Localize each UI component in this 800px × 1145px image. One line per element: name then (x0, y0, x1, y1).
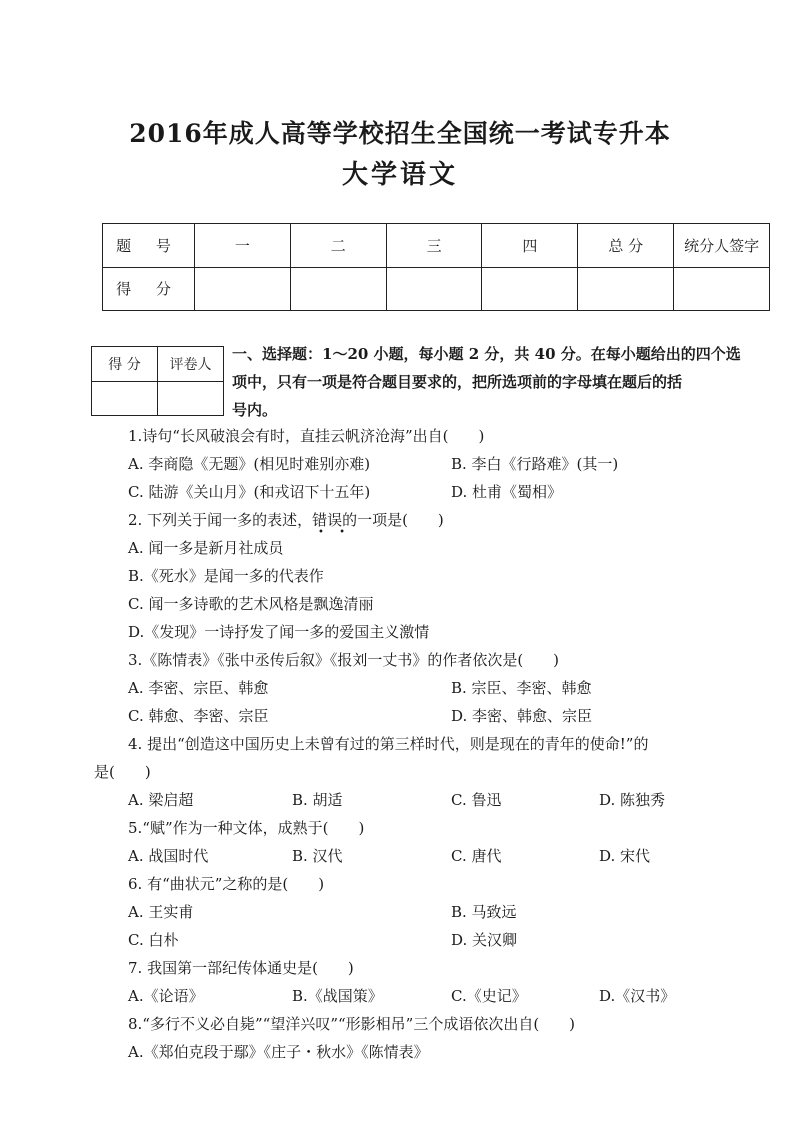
question-stem: 6. 有“曲状元”之称的是( ) (128, 875, 325, 893)
score-cell (386, 267, 482, 311)
option-text: A.《郑伯克段于鄢》《庄子・秋水》《陈情表》 (128, 1043, 429, 1061)
score-table (102, 223, 770, 311)
option-text: D.《汉书》 (599, 987, 676, 1005)
section-heading-line: 号内。 (232, 401, 278, 419)
option-text: A.《论语》 (128, 987, 204, 1005)
score-cell (482, 267, 578, 311)
option-text: C. 唐代 (451, 847, 502, 865)
score-cell (195, 267, 291, 311)
score-row-label: 得 分 (103, 267, 195, 311)
option-text: D. 李密、韩愈、宗臣 (451, 707, 593, 725)
option-text: A. 李商隐《无题》(相见时难别亦难) (128, 455, 371, 473)
score-table-score-row (103, 267, 770, 311)
option-text: A. 王实甫 (128, 903, 194, 921)
score-header-cell: 二 (290, 224, 386, 268)
question-stem-continued: 是( ) (94, 763, 151, 781)
question-stem: 4. 提出“创造这中国历史上未曾有过的第三样时代，则是现在的青年的使命!”的 (128, 735, 649, 753)
option-text: C. 闻一多诗歌的艺术风格是飘逸清丽 (128, 595, 374, 613)
grader-name-cell (158, 381, 224, 416)
score-header-cell: 总 分 (578, 224, 674, 268)
grader-name-label: 评卷人 (158, 347, 224, 382)
question-stem: 5.“赋”作为一种文体，成熟于( ) (128, 819, 365, 837)
option-text: B.《死水》是闻一多的代表作 (128, 567, 324, 585)
option-text: B. 宗臣、李密、韩愈 (451, 679, 592, 697)
option-text: C.《史记》 (451, 987, 527, 1005)
question-stem: 3.《陈情表》《张中丞传后叙》《报刘一丈书》的作者依次是( ) (128, 651, 560, 669)
score-cell (674, 267, 770, 311)
exam-subject: 大学语文 (341, 160, 458, 190)
option-text: D. 宋代 (599, 847, 651, 865)
section-heading-line: 一、选择题：1～20 小题，每小题 2 分，共 40 分。在每小题给出的四个选 (232, 345, 741, 363)
score-cell (578, 267, 674, 311)
score-header-cell: 三 (386, 224, 482, 268)
section-heading (232, 340, 772, 424)
question-stem: 7. 我国第一部纪传体通史是( ) (128, 959, 354, 977)
option-text: C. 鲁迅 (451, 791, 502, 809)
option-text: C. 白朴 (128, 931, 179, 949)
option-text: D.《发现》一诗抒发了闻一多的爱国主义激情 (128, 623, 430, 641)
option-text: D. 陈独秀 (599, 791, 666, 809)
option-text: D. 关汉卿 (451, 931, 518, 949)
score-header-cell: 题 号 (103, 224, 195, 268)
grader-score-cell (92, 381, 158, 416)
option-text: B. 胡适 (292, 791, 343, 809)
emphasis-dots: • • (318, 527, 351, 538)
question-stem: 1.诗句“长风破浪会有时，直挂云帆济沧海”出自( ) (128, 427, 485, 445)
option-text: C. 韩愈、李密、宗臣 (128, 707, 269, 725)
option-text: D. 杜甫《蜀相》 (451, 483, 563, 501)
option-text: A. 战国时代 (128, 847, 209, 865)
score-header-cell: 四 (482, 224, 578, 268)
option-text: C. 陆游《关山月》(和戎诏下十五年) (128, 483, 371, 501)
option-text: B.《战国策》 (292, 987, 383, 1005)
option-text: B. 马致远 (451, 903, 517, 921)
option-text: A. 李密、宗臣、韩愈 (128, 679, 269, 697)
option-text: A. 梁启超 (128, 791, 194, 809)
score-header-cell: 一 (195, 224, 291, 268)
option-text: B. 汉代 (292, 847, 343, 865)
grader-score-label: 得 分 (92, 347, 158, 382)
grader-box (91, 346, 224, 416)
question-stem: 2. 下列关于闻一多的表述，错误的一项是( ) (128, 511, 444, 529)
score-table-header-row (103, 224, 770, 268)
option-text: B. 李白《行路难》(其一) (451, 455, 619, 473)
exam-title: 2016年成人高等学校招生全国统一考试专升本 (129, 119, 671, 148)
section-heading-line: 项中，只有一项是符合题目要求的，把所选项前的字母填在题后的括 (232, 373, 683, 391)
option-text: A. 闻一多是新月社成员 (128, 539, 284, 557)
question-stem: 8.“多行不义必自毙”“望洋兴叹”“形影相吊”三个成语依次出自( ) (128, 1015, 576, 1033)
score-header-cell: 统分人签字 (674, 224, 770, 268)
score-cell (290, 267, 386, 311)
